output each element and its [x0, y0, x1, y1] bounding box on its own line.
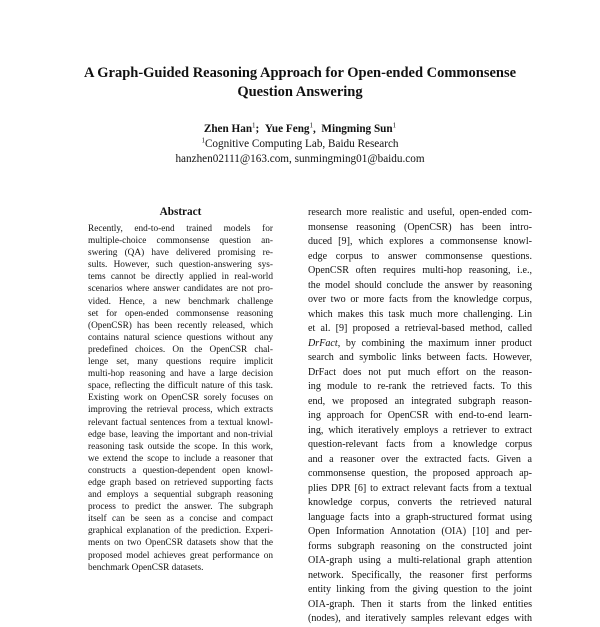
- text-line: and a reasoner over the extracted facts. Given a: [308, 453, 532, 465]
- text-line: plies DPR [6] to extract relevant facts from a textual: [308, 482, 532, 494]
- text-line: over two or more facts from the knowledge corpus,: [308, 294, 532, 305]
- text-line: we extend the scope to include a reasoner that: [88, 453, 273, 464]
- text-line: edge base, leaving the important and non-trivial: [88, 429, 273, 440]
- paper-title: [40, 64, 560, 102]
- text-line: itself can be seen as a concise and compact: [88, 514, 273, 525]
- text-line: process to predict the answer. The subgraph: [88, 502, 273, 513]
- author-name: Zhen Han: [203, 123, 253, 135]
- text-line: (OpenCSR) has been recently released, which: [88, 320, 273, 331]
- text-line: lenge set, many questions require implicit: [88, 357, 273, 368]
- text-line: (nodes), and iteratively samples relevant edges with: [308, 613, 532, 624]
- text-line: search and symbolic links between facts. However,: [308, 352, 532, 363]
- text-line: language facts into a graph-structured format using: [308, 511, 532, 523]
- author-block: [40, 122, 560, 167]
- author-names: Zhen Han$^1$; Yue Feng$^1$, Mingming Sun$^1$: [203, 121, 397, 135]
- text-line: graphical explanation of the prediction. Experi-: [88, 526, 273, 537]
- text-line: forms subgraph reasoning on the constructed joint: [308, 540, 532, 552]
- author-affil-mark: 1: [392, 121, 397, 130]
- text-line: constructs a question-dependent open knowl-: [88, 465, 273, 476]
- abstract-body: [88, 223, 273, 574]
- text-line: sults. However, such question-answering sys-: [88, 260, 273, 271]
- text-line: knowledge corpus, converts the retrieved natural: [308, 497, 532, 508]
- text-line: entity linking from the giving question to the joint: [308, 584, 532, 595]
- text-line: monsense reasoning (OpenCSR) has been intro-: [308, 221, 532, 233]
- title-line: A Graph-Guided Reasoning Approach for Open-ended Commonsense: [83, 65, 517, 81]
- text-line: which makes this task much more challenging. Lin: [308, 308, 532, 320]
- author-affil-mark: 1: [309, 121, 314, 130]
- text-line: scenarios where answer candidates are not pro-: [88, 284, 273, 295]
- text-line: edge corpus to answer commonsense questions.: [308, 250, 532, 262]
- affiliation: $^1$Cognitive Computing Lab, Baidu Research: [201, 136, 399, 150]
- text-line: DrFact does not put much effort on the reason-: [308, 366, 532, 378]
- text-line: Recently, end-to-end trained models for: [88, 224, 273, 234]
- text-line: proposed model achieves great performance on: [88, 550, 273, 561]
- text-line: swering (QA) have delivered promising re-: [88, 248, 273, 259]
- text-line: predefined choices. On the OpenCSR chal-: [88, 344, 273, 355]
- text-line: ments on two OpenCSR datasets show that the: [88, 538, 273, 549]
- text-line: improving the retrieval process, which extracts: [88, 405, 273, 416]
- text-line: end, we proposed an integrated subgraph reason-: [308, 395, 532, 407]
- author-name: Yue Feng: [264, 123, 310, 135]
- text-line: space, reflecting the difficult nature of this task.: [88, 381, 273, 392]
- text-line: multiple-choice commonsense question an-: [88, 236, 273, 247]
- author-emails: hanzhen02111@163.com, sunmingming01@baidu.com: [175, 153, 425, 165]
- text-line: question-relevant facts from a knowledge corpus: [308, 439, 532, 450]
- text-line: Open Information Annotation (OIA) [10] and per-: [308, 526, 532, 537]
- text-line: benchmark OpenCSR datasets.: [88, 562, 204, 573]
- text-line: multi-hop reasoning and have a large decision: [88, 369, 273, 380]
- text-line: tems cannot be directly applied in real-world: [88, 272, 273, 283]
- text-line: and employs a sequential subgraph reasoning: [88, 490, 273, 501]
- affiliation-mark: 1: [201, 136, 205, 145]
- text-line: contains natural science questions without any: [88, 332, 273, 343]
- text-line: Existing work on OpenCSR sorely focuses on: [88, 393, 273, 404]
- abstract-heading: Abstract: [159, 206, 202, 218]
- right-column-body: [308, 206, 532, 627]
- text-line: reasoning task outside the scope. In this work,: [88, 441, 273, 452]
- text-line: vided. Hence, a new benchmark challenge: [88, 296, 273, 307]
- author-name: Mingming Sun: [321, 123, 393, 135]
- text-line: OIA-graph using a multi-relational graph attention: [308, 555, 532, 566]
- text-line: ing, which iteratively employs a retriever to extract: [308, 424, 532, 436]
- text-line: network. Specifically, the reasoner first performs: [308, 569, 532, 581]
- text-line: the model should conclude the answer by reasoning: [308, 279, 532, 291]
- text-line: set for open-ended commonsense reasoning: [88, 308, 273, 319]
- text-line: et al. [9] proposed a retrieval-based method, called: [308, 323, 532, 334]
- text-line: duced [9], which explores a commonsense knowl-: [308, 236, 532, 247]
- text-line: research more realistic and useful, open-ended com-: [308, 207, 532, 218]
- text-line: ing module to re-rank the retrieved facts. To this: [308, 381, 532, 392]
- title-line: Question Answering: [237, 84, 363, 100]
- text-line: DrFact, by combining the maximum inner product: [308, 337, 532, 349]
- text-line: OIA-graph. Then it starts from the linked entities: [308, 598, 532, 610]
- text-line: edge graph based on retrieved supporting facts: [88, 477, 273, 488]
- text-line: relevant factual sentences from a textual knowl-: [88, 417, 273, 428]
- text-line: OpenCSR often requires multi-hop reasoning, i.e.,: [308, 265, 532, 276]
- text-line: commonsense question, the proposed approach ap-: [308, 468, 532, 479]
- author-affil-mark: 1: [252, 121, 256, 130]
- text-line: ing approach for OpenCSR with end-to-end learn-: [308, 410, 532, 421]
